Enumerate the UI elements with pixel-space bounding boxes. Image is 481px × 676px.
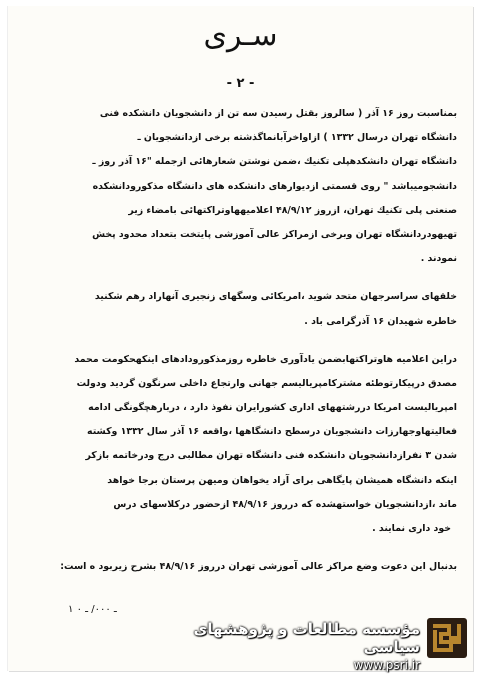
- text-line: خود دارى نمايند .: [372, 523, 451, 534]
- text-line: نمودند .: [420, 253, 457, 265]
- text-line: دانشگاه تهران درسال ۱۳۳۲ ) ازاواخرآبانماگذشته برخى ازدانشجويان ـ: [137, 132, 457, 144]
- text-line: دانشگاه تهران دانشكدهپلى تكنيك ،ضمن نوشتن شعارهائى ازجمله "۱۶ آذر روز ـ: [92, 156, 457, 168]
- document-body: [22, 102, 457, 579]
- watermark-url: www.psri.ir: [353, 658, 420, 672]
- text-line: بدنبال اين دعوت وضع مراكز عالى آموزشى تهران درروز ۴۸/۹/۱۶ بشرح زيربود ه است:: [60, 561, 457, 573]
- text-line: فعاليتهاوجهارزات دانشجويان درسطح دانشگاهها ،واقعه ۱۶ آذر سال ۱۳۳۲ وكشته: [87, 426, 457, 438]
- text-line: صنعتى پلى تكنيك تهران، ازروز ۴۸/۹/۱۲ اعلاميههاوتراكتهائى بامضاء زير: [128, 204, 457, 216]
- text-line: مصدق درپيكارتوطئه مشتركامپرياليسم جهانى وارتجاع داخلى سرنگون گرديد ودولت: [76, 377, 457, 389]
- text-line: امپرياليست امريكا دررشتههاى ادارى كشورايران نفوذ دارد ، دربارهچگونگى ادامه: [88, 402, 457, 414]
- text-line: اينكه دانشگاه هميشان پايگاهى براى آزاد يخواهان وميهن پرستان برجا خواهد: [107, 474, 457, 486]
- logo-mark: [427, 618, 467, 658]
- document-page: [8, 6, 473, 671]
- text-line: دانشجوميباشد " روى قسمتى ازديوارهاى دانشكده هاى دانشگاه مذكورودانشكده: [92, 180, 457, 192]
- document-reference-number: ۱ ـ ۰۰۰/ ـ ۰: [68, 604, 117, 615]
- paragraph-gap: [22, 541, 457, 555]
- watermark: [150, 620, 420, 672]
- paragraph-gap: [22, 334, 457, 348]
- paragraph-gap: [22, 271, 457, 285]
- text-line: تهيهودردانشگاه تهران وبرخى ازمراكز عالى آموزشى پايتخت بتعداد محدود پخش: [92, 228, 457, 240]
- classification-heading: سـرى: [203, 18, 278, 53]
- page-number: - ۲ -: [226, 76, 255, 91]
- text-line: بمناسبت روز ۱۶ آذر ( سالروز بقتل رسيدن سه تن از دانشجويان دانشكده فنى: [99, 108, 457, 119]
- psri-logo-icon: [427, 618, 467, 658]
- text-line: دراين اعلاميه هاوتراكتهابضمن يادآورى خاطره روزمذكورودادهاى اينكهحكومت محمد: [74, 353, 457, 365]
- watermark-organization: مؤسسه مطالعات و پژوهشهای سیاسی: [193, 620, 420, 656]
- text-line: ماند ،ازدانشجويان خواستهشده كه درروز ۴۸/۹/۱۶ ازحضور دركلاسهاى درس: [113, 498, 457, 510]
- text-line: شدن ۳ نفرازدانشجويان دانشكده فنى دانشگاه تهران مطالبى درج ودرخاتمه بازكر: [85, 450, 457, 462]
- quoted-slogan-line: خاطره شهيدان ۱۶ آذرگرامى باد .: [304, 315, 457, 327]
- quoted-slogan-line: خلقهاى سراسرجهان متحد شويد ،امريكائى وسگهاى زنجيرى آنهاراد رهم شكنيد: [94, 291, 457, 303]
